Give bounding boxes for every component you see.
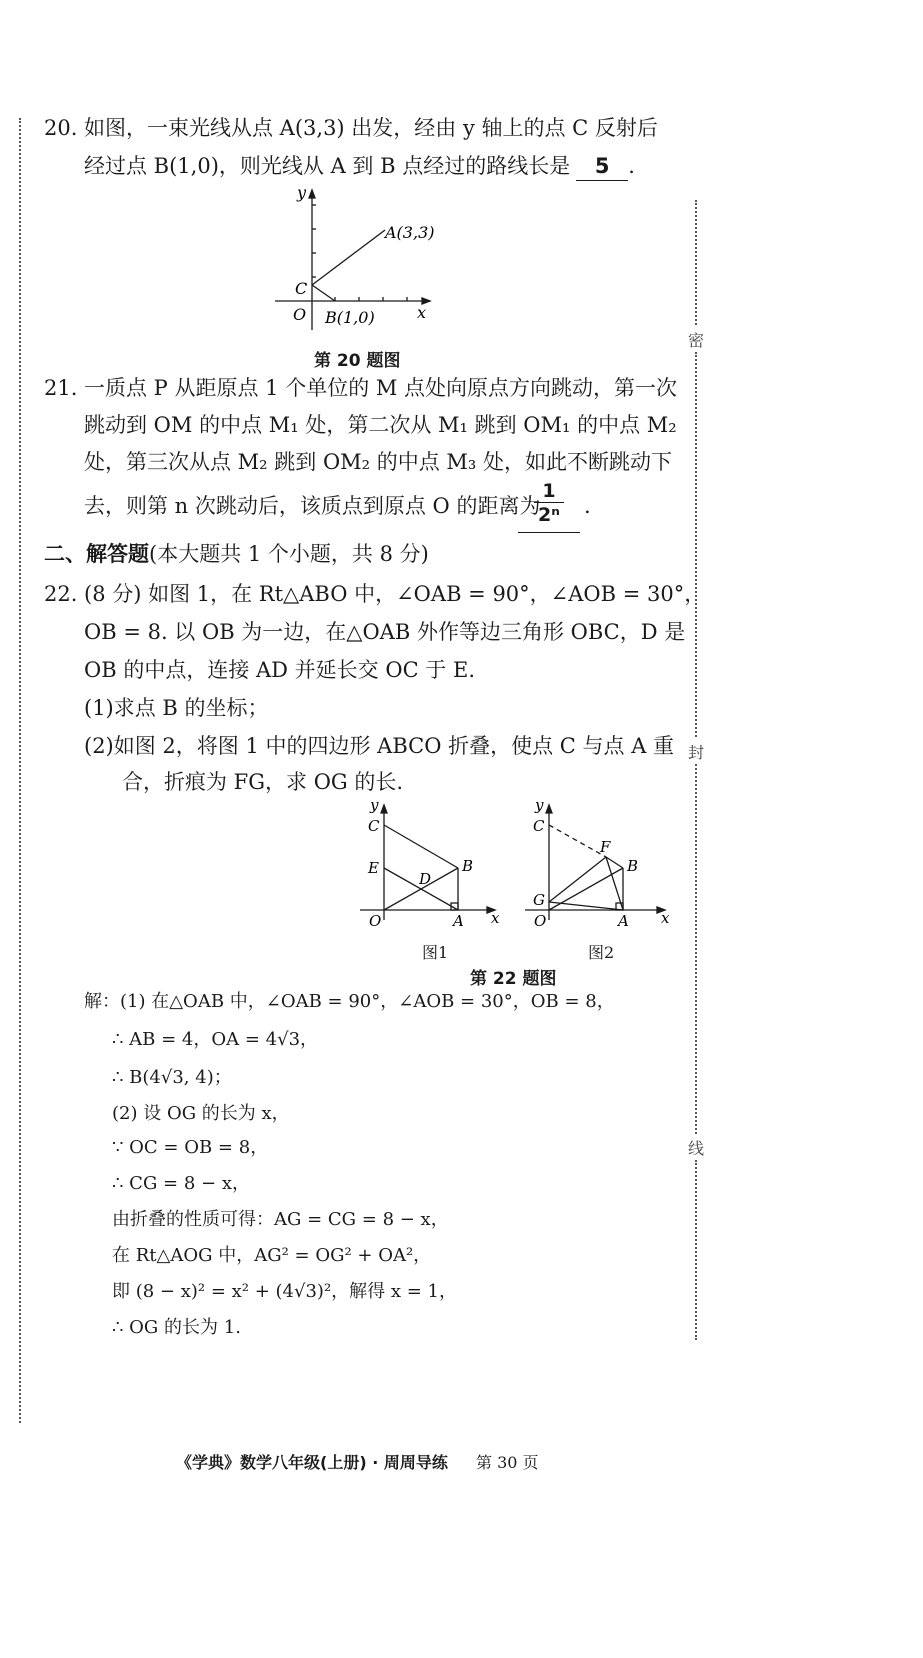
seal-char-mi: 密 bbox=[688, 331, 705, 350]
fig2-segment-GF bbox=[549, 857, 606, 902]
q21-answer-denominator: 2ⁿ bbox=[538, 504, 560, 526]
q20-line-2-suffix: . bbox=[628, 154, 635, 178]
fig2-segment-GA bbox=[549, 902, 623, 910]
fig1-label-D: D bbox=[419, 870, 432, 888]
fig2-label-B: B bbox=[627, 857, 639, 875]
fig20-ray-CB bbox=[312, 285, 335, 301]
q22-part-2-line-1: (2)如图 2，将图 1 中的四边形 ABCO 折叠，使点 C 与点 A 重 bbox=[84, 734, 675, 758]
q20-line-2 bbox=[84, 152, 635, 181]
fig1-label-E: E bbox=[368, 859, 379, 877]
q20-number: 20. bbox=[44, 116, 78, 140]
fig2-label-x: x bbox=[661, 909, 670, 927]
fig22-2-caption: 图2 bbox=[588, 943, 615, 962]
solution-line-2: ∴ AB = 4，OA = 4√3， bbox=[112, 1029, 319, 1050]
solution-line-1: 解：(1) 在△OAB 中，∠OAB = 90°，∠AOB = 30°，OB = 8， bbox=[84, 991, 615, 1012]
fig2-label-y: y bbox=[535, 796, 544, 814]
fig2-segment-FA bbox=[606, 857, 623, 910]
solution-line-7: 由折叠的性质可得：AG = CG = 8 − x， bbox=[112, 1209, 449, 1230]
fig1-label-B: B bbox=[462, 857, 474, 875]
fig2-dashed-CF bbox=[549, 825, 606, 857]
seal-line-middle-2 bbox=[695, 764, 697, 1134]
fig20-label-y: y bbox=[297, 183, 307, 202]
fig2-label-G: G bbox=[533, 891, 545, 909]
fig20-label-C: C bbox=[295, 279, 308, 298]
section-2-title: 二、解答题 bbox=[44, 542, 149, 566]
seal-line-top bbox=[695, 200, 697, 325]
q21-line-4-suffix: . bbox=[584, 494, 591, 518]
q21-number: 21. bbox=[44, 376, 78, 400]
q21-line-1: 一质点 P 从距原点 1 个单位的 M 点处向原点方向跳动，第一次 bbox=[84, 376, 678, 400]
solution-line-8: 在 Rt△AOG 中，AG² = OG² + OA²， bbox=[112, 1245, 432, 1266]
solution-line-6: ∴ CG = 8 − x， bbox=[112, 1173, 250, 1194]
q22-number: 22. bbox=[44, 582, 78, 606]
fig22-caption: 第 22 题图 bbox=[470, 969, 557, 989]
q21-line-3: 处，第三次从点 M₂ 跳到 OM₂ 的中点 M₃ 处，如此不断跳动下 bbox=[84, 450, 673, 474]
q20-line-2-text: 经过点 B(1,0)，则光线从 A 到 B 点经过的路线长是 bbox=[84, 154, 571, 178]
fig1-label-A: A bbox=[453, 912, 464, 930]
solution-line-4: (2) 设 OG 的长为 x， bbox=[112, 1103, 290, 1124]
q22-part-2-line-2: 合，折痕为 FG，求 OG 的长. bbox=[122, 770, 404, 794]
fig1-label-y: y bbox=[370, 796, 379, 814]
fig1-segment-CB bbox=[384, 825, 458, 868]
fig20-label-x: x bbox=[417, 303, 427, 322]
fig2-label-O: O bbox=[534, 912, 547, 930]
q21-line-4 bbox=[84, 492, 540, 520]
fig1-y-arrow bbox=[381, 805, 387, 813]
q21-answer-blank bbox=[518, 478, 580, 533]
fig1-label-x: x bbox=[491, 909, 500, 927]
fig20-label-O: O bbox=[293, 305, 307, 324]
figure-20 bbox=[265, 180, 455, 340]
figure-22-2 bbox=[520, 795, 680, 940]
section-2-header bbox=[44, 540, 429, 568]
seal-char-feng: 封 bbox=[688, 743, 705, 762]
q21-answer-numerator: 1 bbox=[534, 480, 564, 503]
fig20-label-A: A(3,3) bbox=[385, 223, 435, 242]
fig2-y-arrow bbox=[546, 805, 552, 813]
fig2-label-A: A bbox=[618, 912, 629, 930]
solution-line-10: ∴ OG 的长为 1. bbox=[112, 1317, 241, 1338]
fig22-1-caption: 图1 bbox=[422, 943, 449, 962]
fig1-label-O: O bbox=[369, 912, 382, 930]
seal-line-bottom bbox=[695, 1160, 697, 1340]
footer-page-number: 第 30 页 bbox=[476, 1453, 539, 1472]
seal-line-middle-1 bbox=[695, 352, 697, 737]
q20-answer-blank: 5 bbox=[576, 152, 628, 181]
q21-line-4-text: 去，则第 n 次跳动后，该质点到原点 O 的距离为 bbox=[84, 494, 541, 518]
solution-line-9: 即 (8 − x)² = x² + (4√3)²，解得 x = 1， bbox=[112, 1281, 458, 1302]
solution-line-3: ∴ B(4√3, 4)； bbox=[112, 1067, 232, 1088]
figure-22-1 bbox=[355, 795, 515, 940]
seal-char-xian: 线 bbox=[688, 1139, 705, 1158]
solution-line-5: ∵ OC = OB = 8， bbox=[112, 1137, 269, 1158]
fig20-y-arrow bbox=[309, 190, 315, 198]
section-2-note: (本大题共 1 个小题，共 8 分) bbox=[149, 542, 429, 566]
fig2-label-C: C bbox=[533, 817, 545, 835]
fig2-label-F: F bbox=[600, 838, 611, 856]
fig20-label-B: B(1,0) bbox=[325, 308, 375, 327]
q20-line-1: 如图，一束光线从点 A(3,3) 出发，经由 y 轴上的点 C 反射后 bbox=[84, 116, 658, 140]
fig20-ray-AC bbox=[312, 230, 385, 285]
q22-line-3: OB 的中点，连接 AD 并延长交 OC 于 E. bbox=[84, 658, 475, 682]
left-margin-dotted-line bbox=[19, 118, 21, 1423]
fig1-label-C: C bbox=[368, 817, 380, 835]
footer-book-title: 《学典》数学八年级(上册) · 周周导练 bbox=[176, 1453, 448, 1472]
fig20-caption: 第 20 题图 bbox=[314, 351, 401, 371]
q22-line-1: (8 分) 如图 1，在 Rt△ABO 中，∠OAB = 90°，∠AOB = 30°， bbox=[84, 582, 706, 606]
q22-part-1: (1)求点 B 的坐标； bbox=[84, 696, 269, 720]
q21-line-2: 跳动到 OM 的中点 M₁ 处，第二次从 M₁ 跳到 OM₁ 的中点 M₂ bbox=[84, 413, 677, 437]
q22-line-2: OB = 8. 以 OB 为一边，在△OAB 外作等边三角形 OBC，D 是 bbox=[84, 620, 686, 644]
